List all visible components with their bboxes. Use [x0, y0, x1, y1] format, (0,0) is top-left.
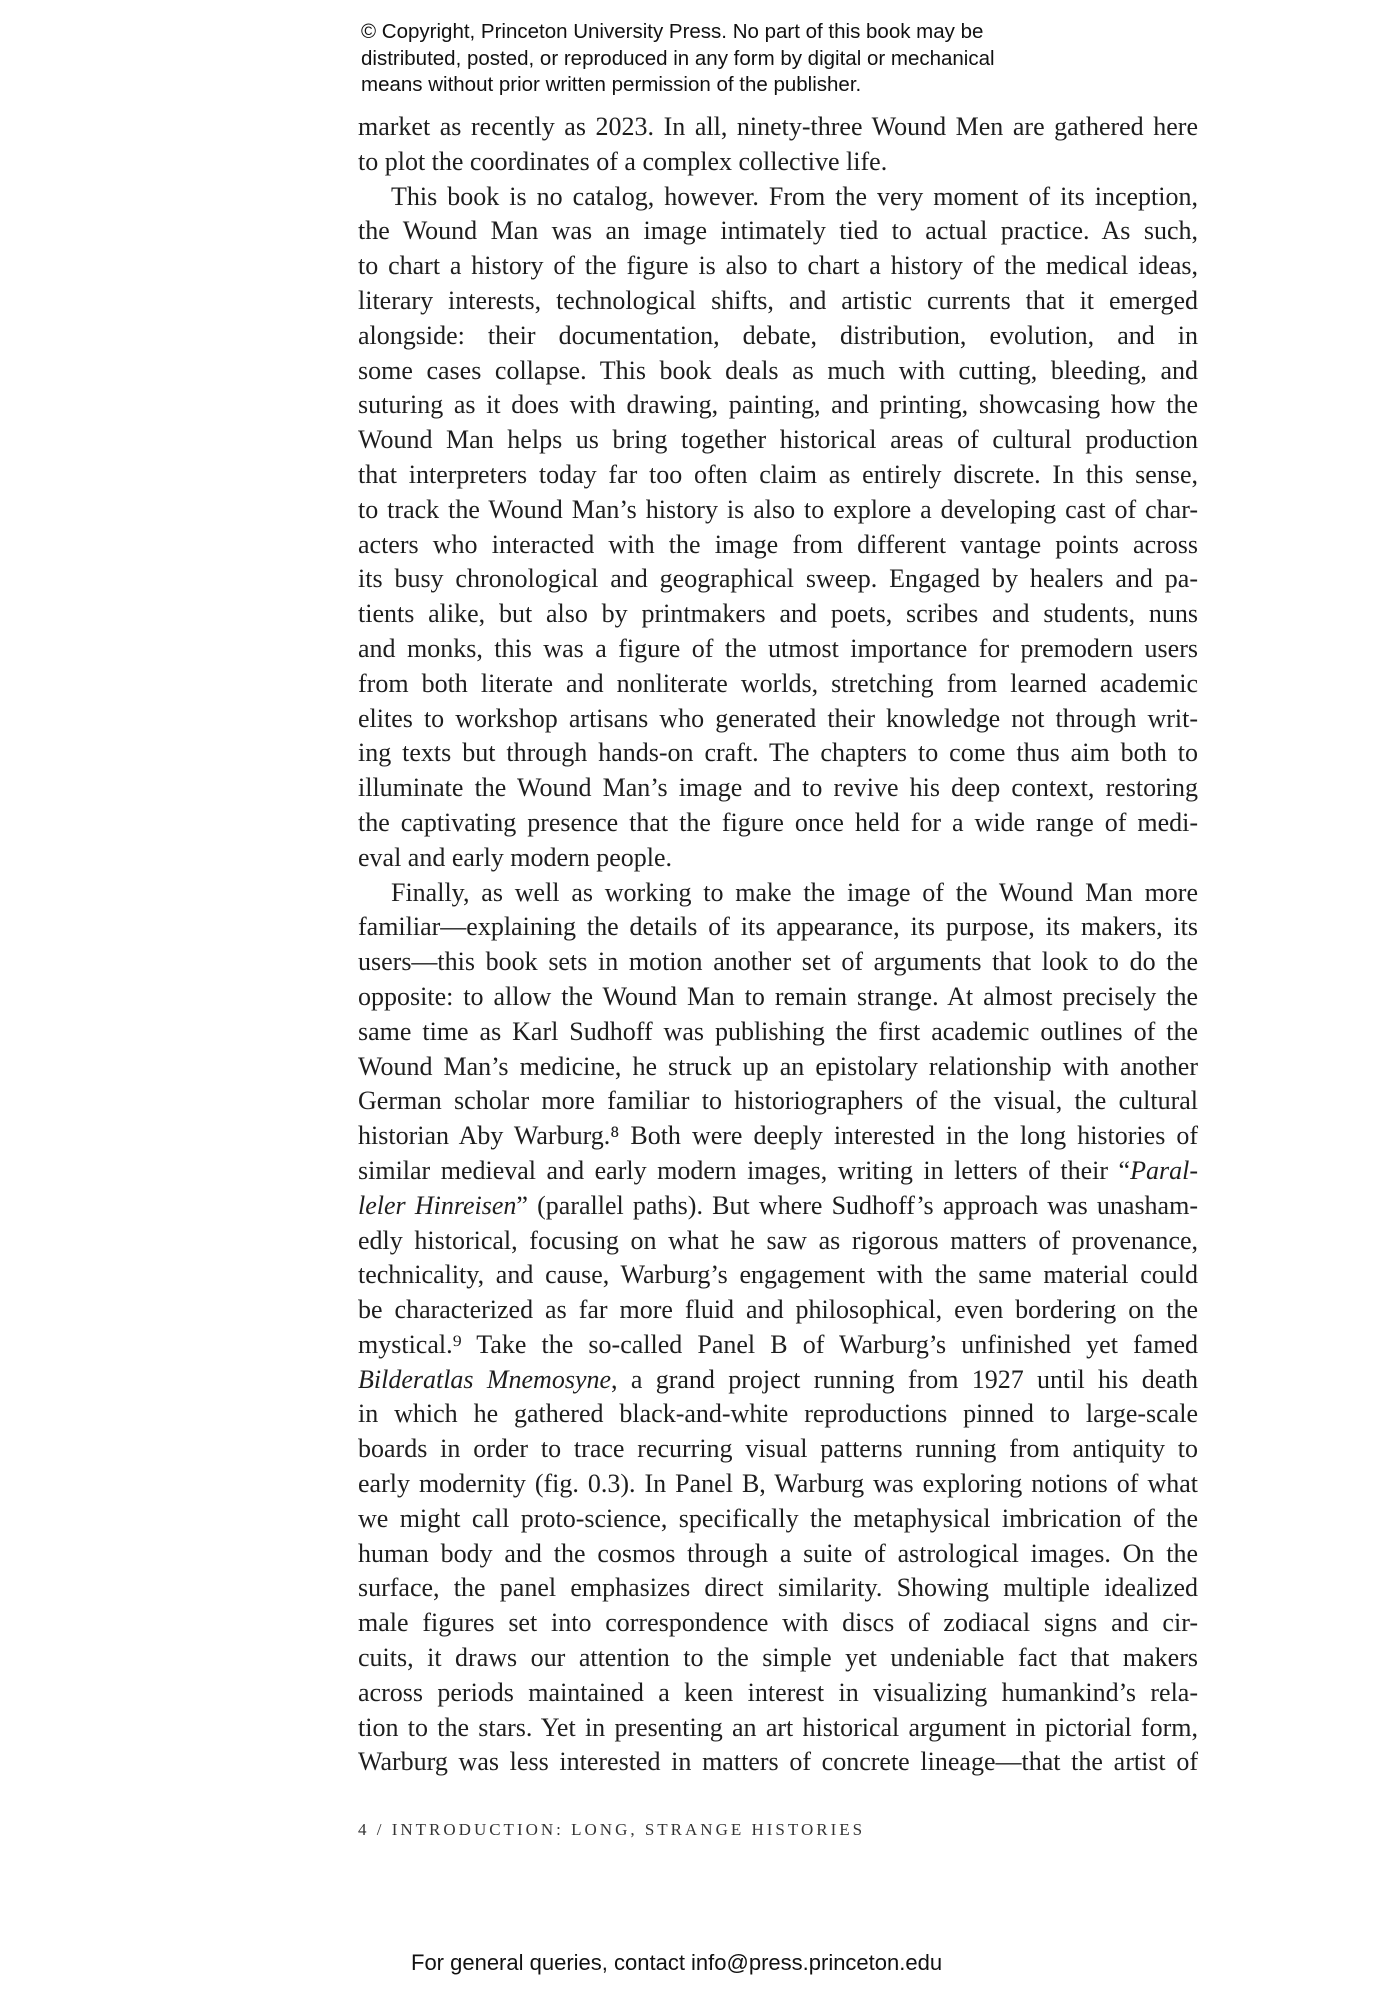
text-line: ing texts but through hands-on craft. The chapters to come thus aim both to: [358, 738, 1198, 768]
text-line: to track the Wound Man’s history is also to explore a developing cast of char-: [358, 494, 1198, 524]
running-footer: 4 / INTRODUCTION: LONG, STRANGE HISTORIES: [358, 1820, 866, 1839]
text-line: opposite: to allow the Wound Man to remain strange. At almost precisely the: [358, 981, 1198, 1011]
body-text: [358, 110, 1198, 1780]
text-line: across periods maintained a keen interest in visualizing humankind’s rela-: [358, 1677, 1198, 1707]
text-line: illuminate the Wound Man’s image and to revive his deep context, restoring: [358, 773, 1198, 803]
text-line: suturing as it does with drawing, painting, and printing, showcasing how the: [358, 390, 1198, 420]
text-line: to chart a history of the figure is also to chart a history of the medical ideas,: [358, 251, 1198, 281]
text-line: to plot the coordinates of a complex collective life.: [358, 146, 888, 176]
italic-text: leler Hinreisen: [358, 1190, 517, 1220]
text-line: tients alike, but also by printmakers and poets, scribes and students, nuns: [358, 599, 1198, 629]
text-line: familiar—explaining the details of its appearance, its purpose, its makers, its: [358, 912, 1198, 942]
text-line: Finally, as well as working to make the image of the Wound Man more: [391, 877, 1198, 907]
text-line: cuits, it draws our attention to the simple yet undeniable fact that makers: [358, 1643, 1198, 1673]
text-line: mystical.⁹ Take the so-called Panel B of Warburg’s unfinished yet famed: [358, 1329, 1198, 1359]
copyright-notice: [361, 19, 1081, 99]
text-line: users—this book sets in motion another set of arguments that look to do the: [358, 947, 1198, 977]
text-line: acters who interacted with the image from different vantage points across: [358, 529, 1198, 559]
text-line: early modernity (fig. 0.3). In Panel B, Warburg was exploring notions of what: [358, 1469, 1198, 1499]
text-line: the captivating presence that the figure once held for a wide range of medi-: [358, 807, 1198, 837]
text-line: human body and the cosmos through a suite of astrological images. On the: [358, 1538, 1198, 1568]
text-line: from both literate and nonliterate worlds, stretching from learned academic: [358, 668, 1198, 698]
contact-line: For general queries, contact info@press.princeton.edu: [411, 1950, 943, 1975]
italic-text: Bilderatlas Mnemosyne: [358, 1364, 612, 1394]
text-line: [358, 1363, 1198, 1398]
text-line: German scholar more familiar to historiographers of the visual, the cultural: [358, 1086, 1198, 1116]
text-line: elites to workshop artisans who generated their knowledge not through writ-: [358, 703, 1198, 733]
text-line: we might call proto-science, specifically the metaphysical imbrication of the: [358, 1503, 1198, 1533]
text-span: , a grand project running from 1927 until his death: [611, 1364, 1198, 1394]
text-line: same time as Karl Sudhoff was publishing the first academic outlines of the: [358, 1016, 1198, 1046]
text-line: some cases collapse. This book deals as much with cutting, bleeding, and: [358, 355, 1198, 385]
text-line: [358, 1189, 1198, 1224]
text-line: male figures set into correspondence with discs of zodiacal signs and cir-: [358, 1608, 1198, 1638]
italic-text: Paral-: [1130, 1155, 1198, 1185]
text-line: technicality, and cause, Warburg’s engagement with the same material could: [358, 1260, 1198, 1290]
copyright-line: distributed, posted, or reproduced in any form by digital or mechanical: [361, 46, 995, 70]
text-line: and monks, this was a figure of the utmost importance for premodern users: [358, 633, 1198, 663]
text-line: its busy chronological and geographical sweep. Engaged by healers and pa-: [358, 564, 1198, 594]
copyright-line: means without prior written permission of the publisher.: [361, 73, 862, 96]
text-line: tion to the stars. Yet in presenting an art historical argument in pictorial form,: [358, 1712, 1198, 1742]
text-line: Warburg was less interested in matters of concrete lineage—that the artist of: [358, 1747, 1198, 1777]
text-span: similar medieval and early modern images, writing in letters of their “: [358, 1155, 1131, 1185]
text-line: market as recently as 2023. In all, ninety-three Wound Men are gathered here: [358, 112, 1198, 141]
text-line: Wound Man’s medicine, he struck up an epistolary relationship with another: [358, 1051, 1198, 1081]
text-line: surface, the panel emphasizes direct similarity. Showing multiple idealized: [358, 1573, 1198, 1603]
text-line: edly historical, focusing on what he saw as rigorous matters of provenance,: [358, 1225, 1198, 1255]
text-span: ” (parallel paths). But where Sudhoff’s approach was unasham-: [516, 1190, 1198, 1220]
text-line: that interpreters today far too often claim as entirely discrete. In this sense,: [358, 459, 1198, 489]
text-line: historian Aby Warburg.⁸ Both were deeply interested in the long histories of: [358, 1121, 1198, 1151]
text-line: alongside: their documentation, debate, distribution, evolution, and in: [358, 320, 1198, 350]
text-line: in which he gathered black-and-white reproductions pinned to large-scale: [358, 1399, 1198, 1429]
text-line: eval and early modern people.: [358, 842, 673, 872]
text-line: the Wound Man was an image intimately tied to actual practice. As such,: [358, 216, 1198, 246]
text-line: Wound Man helps us bring together historical areas of cultural production: [358, 425, 1198, 455]
text-line: [358, 1154, 1198, 1189]
text-line: This book is no catalog, however. From the very moment of its inception,: [391, 181, 1198, 211]
text-line: literary interests, technological shifts, and artistic currents that it emerged: [358, 285, 1198, 315]
text-line: boards in order to trace recurring visual patterns running from antiquity to: [358, 1434, 1198, 1464]
text-line: be characterized as far more fluid and philosophical, even bordering on the: [358, 1295, 1198, 1325]
copyright-line: © Copyright, Princeton University Press. No part of this book may be: [361, 20, 984, 43]
